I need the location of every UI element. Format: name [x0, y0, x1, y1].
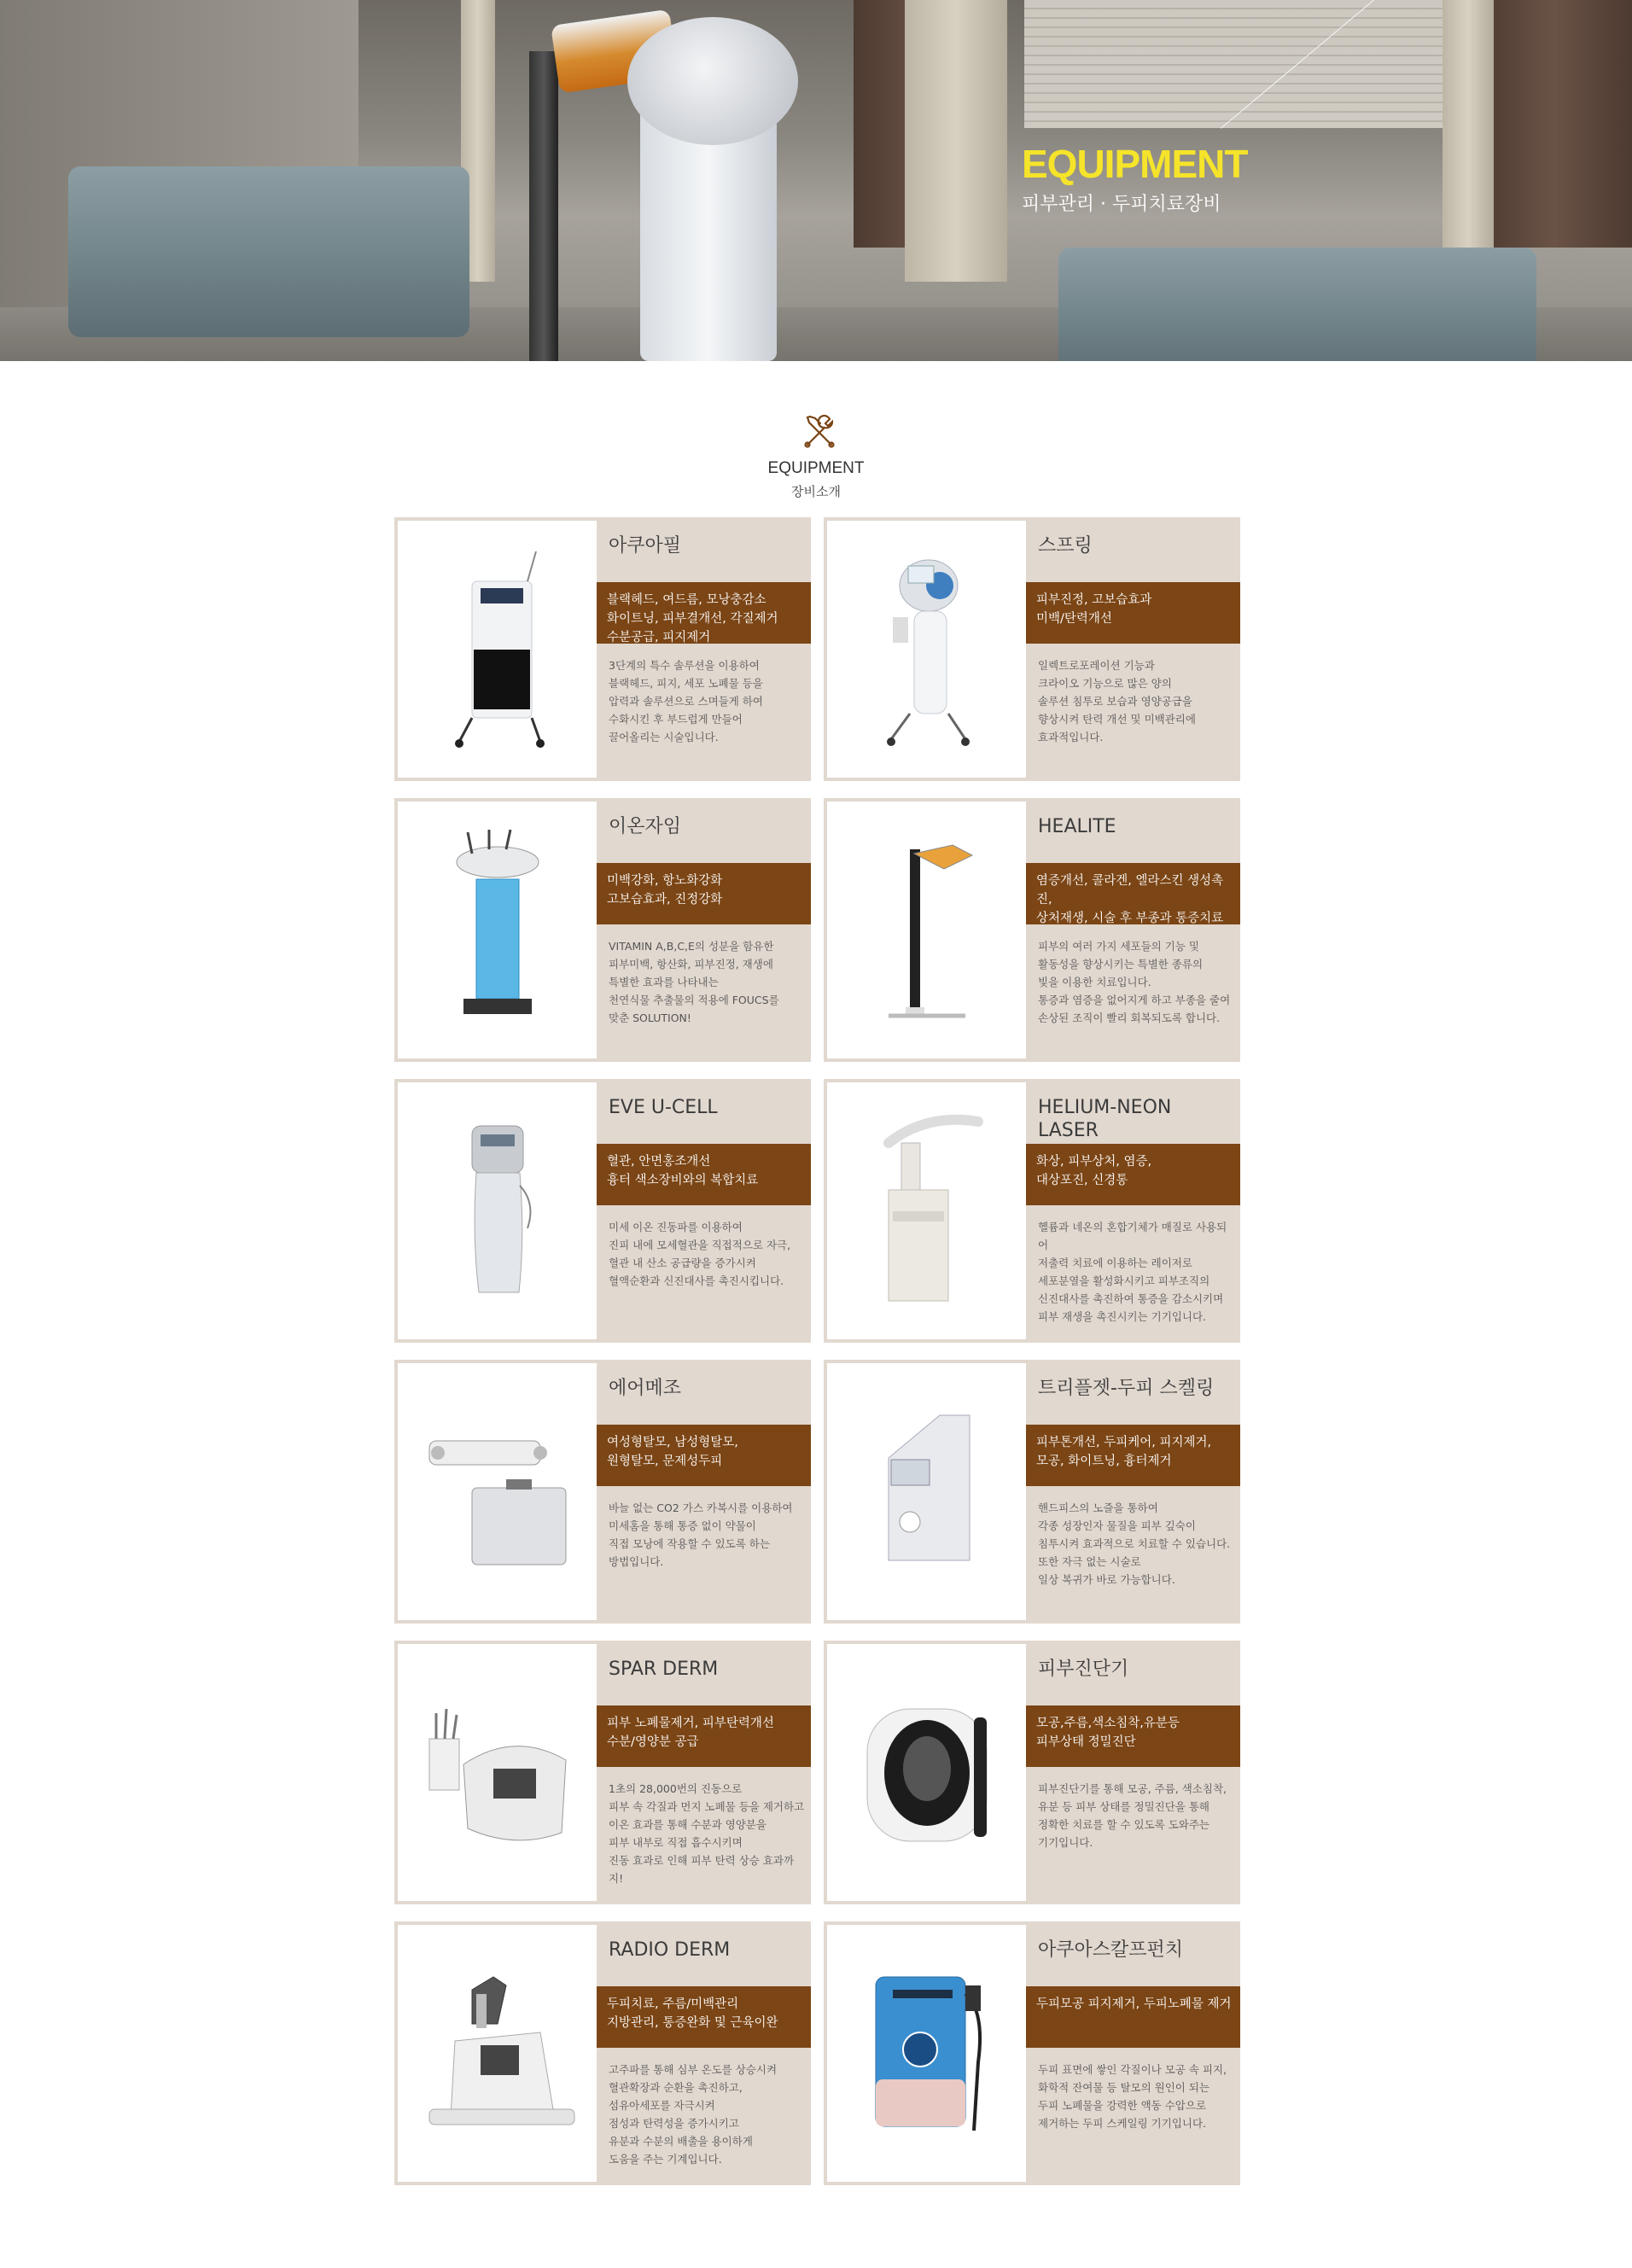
equipment-description: 핸드피스의 노즐을 통하여 각종 성장인자 물질을 피부 깊숙이 침투시켜 효과적으로 치료할 수 있습니다. 또한 자극 없는 시술로 일상 복귀가 바로 가능합니다.	[1038, 1501, 1231, 1586]
equipment-image	[827, 802, 1026, 1058]
equipment-image	[827, 1644, 1026, 1901]
equipment-name: 에어메조	[609, 1378, 682, 1399]
ionzyme-device-icon	[442, 828, 553, 1033]
equipment-card	[824, 1360, 1240, 1624]
equipment-card	[394, 1079, 811, 1343]
equipment-name: 이온자임	[609, 816, 682, 837]
skin-analyzer-device-icon	[854, 1692, 1000, 1854]
equipment-name: HEALITE	[1038, 816, 1116, 837]
aqua-scalp-punch-device-icon	[859, 1960, 995, 2148]
equipment-name: 피부진단기	[1038, 1659, 1129, 1680]
equipment-description: 바늘 없는 CO2 가스 카복시를 이용하여 미세홈을 통해 통증 없이 약물이 직접 모낭에 작용할 수 있도록 하는 방법입니다.	[609, 1501, 793, 1568]
equipment-name: 스프링	[1038, 535, 1093, 557]
hero-banner	[0, 0, 1632, 361]
equipment-card	[824, 517, 1240, 781]
equipment-image	[398, 1082, 597, 1339]
hero-wood-panel	[1477, 0, 1632, 248]
hero-window-blind	[1024, 0, 1451, 128]
hero-curtain	[1443, 0, 1494, 282]
spar-derm-device-icon	[412, 1688, 583, 1858]
equipment-card	[824, 1641, 1240, 1904]
equipment-name: 아쿠아스칼프펀치	[1038, 1939, 1184, 1961]
section-subtitle: 장비소개	[791, 484, 841, 499]
equipment-card	[394, 1921, 811, 2185]
equipment-image	[398, 1644, 597, 1901]
triplejet-device-icon	[859, 1398, 995, 1586]
equipment-description: 일렉트로포레이션 기능과 크라이오 기능으로 많은 양의 솔루션 침투로 보습과 영양공급을 향상시켜 탄력 개선 및 미백관리에 효과적입니다.	[1038, 659, 1196, 743]
equipment-features: 모공,주름,색소침착,유분등 피부상태 정밀진단	[1026, 1705, 1240, 1767]
hero-title: EQUIPMENT	[1022, 142, 1248, 186]
equipment-description: 피부의 여러 가지 세포들의 기능 및 활동성을 향상시키는 특별한 종류의 빛을 이용한 치료입니다. 통증과 염증을 없어지게 하고 부종을 줄여 손상된 조직이 빨리 회복되도록 합니다.	[1038, 940, 1231, 1024]
equipment-card	[394, 798, 811, 1062]
equipment-features: 혈관, 안면홍조개선 흉터 색소장비와의 복합치료	[597, 1144, 811, 1205]
equipment-card	[394, 1360, 811, 1624]
equipment-description: 3단계의 특수 솔루션을 이용하여 블랙헤드, 피지, 세포 노폐물 등을 압력과 솔루션으로 스며들게 하여 수화시킨 후 부드럽게 만들어 끌어올리는 시술입니다.	[609, 659, 763, 743]
equipment-description: 1초의 28,000번의 진동으로 피부 속 각질과 먼지 노폐물 등을 제거하고 이온 효과를 통해 수분과 영양분을 피부 내부로 직접 흡수시키며 진동 효과로 인해 피부 탄력 상승 효과까지!	[609, 1782, 805, 1885]
equipment-image	[398, 1363, 597, 1620]
equipment-features: 화상, 피부상처, 염증, 대상포진, 신경통	[1026, 1144, 1240, 1205]
equipment-image	[398, 1925, 597, 2182]
equipment-description: 헬륨과 네온의 혼합기체가 매질로 사용되어 저출력 치료에 이용하는 레이저로 세포분열을 활성화시키고 피부조직의 신진대사를 촉진하여 통증을 감소시키며 피부 재생을 촉진시키는 기기입니다.	[1038, 1221, 1227, 1323]
airmeso-device-icon	[412, 1407, 583, 1577]
equipment-image	[398, 802, 597, 1058]
equipment-card	[394, 1641, 811, 1904]
equipment-card	[394, 517, 811, 781]
equipment-features: 미백강화, 항노화강화 고보습효과, 진정강화	[597, 863, 811, 924]
tools-icon	[799, 412, 840, 453]
equipment-name: EVE U-CELL	[609, 1097, 718, 1118]
equipment-grid	[394, 517, 1240, 2188]
equipment-features: 피부진정, 고보습효과 미백/탄력개선	[1026, 582, 1240, 644]
hero-bed	[1058, 248, 1536, 361]
equipment-description: 피부진단기를 통해 모공, 주름, 색소침착, 유분 등 피부 상태를 정밀진단을 통해 정확한 치료를 할 수 있도록 도와주는 기기입니다.	[1038, 1782, 1227, 1849]
equipment-description: 고주파를 통해 심부 온도를 상승시켜 혈관확장과 순환을 촉진하고, 섬유아세포를 자극시켜 점성과 탄력성을 증가시키고 유분과 수분의 배출을 용이하게 도움을 주는 기계입니다.	[609, 2063, 778, 2166]
equipment-features: 피부톤개선, 두피케어, 피지제거, 모공, 화이트닝, 흉터제거	[1026, 1425, 1240, 1486]
equipment-image	[827, 1925, 1026, 2182]
equipment-card	[824, 798, 1240, 1062]
equipment-name: SPAR DERM	[609, 1659, 719, 1680]
equipment-features: 여성형탈모, 남성형탈모, 원형탈모, 문제성두피	[597, 1425, 811, 1486]
equipment-features: 염증개선, 콜라겐, 엘라스킨 생성촉진, 상처재생, 시술 후 부종과 통증치료	[1026, 863, 1240, 924]
aquapeel-device-icon	[446, 547, 549, 752]
equipment-features: 블랙헤드, 여드름, 모낭충감소 화이트닝, 피부결개선, 각질제거 수분공급, 피지제거	[597, 582, 811, 644]
radio-derm-device-icon	[412, 1960, 583, 2148]
equipment-image	[827, 1082, 1026, 1339]
equipment-image	[827, 1363, 1026, 1620]
equipment-card	[824, 1921, 1240, 2185]
equipment-features: 두피모공 피지제거, 두피노폐물 제거	[1026, 1986, 1240, 2048]
equipment-features: 피부 노폐물제거, 피부탄력개선 수분/영양분 공급	[597, 1705, 811, 1767]
healite-device-icon	[871, 828, 982, 1033]
hero-subtitle: 피부관리 · 두피치료장비	[1022, 194, 1221, 215]
equipment-image	[398, 521, 597, 778]
equipment-name: HELIUM-NEON LASER	[1038, 1097, 1172, 1141]
equipment-description: VITAMIN A,B,C,E의 성분을 함유한 피부미백, 항산화, 피부진정, 재생에 특별한 효과를 나타내는 천연식물 추출물의 적용에 FOUCS를 맞춘 SOLUTION!	[609, 940, 779, 1024]
helium-neon-laser-device-icon	[867, 1109, 987, 1314]
hero-curtain	[905, 0, 1007, 282]
equipment-card	[824, 1079, 1240, 1343]
hero-lamp-pole	[529, 51, 558, 361]
hero-bed	[68, 166, 469, 337]
equipment-image	[827, 521, 1026, 778]
equipment-description: 미세 이온 진동파를 이용하여 진피 내에 모세혈관을 직접적으로 자극, 혈관 내 산소 공급량을 증가시켜 혈액순환과 신진대사를 촉진시킵니다.	[609, 1221, 791, 1287]
equipment-description: 두피 표면에 쌓인 각질이나 모공 속 피지, 화학적 잔여물 등 탈모의 원인이 되는 두피 노폐물을 강력한 액동 수압으로 제거하는 두피 스케일링 기기입니다.	[1038, 2063, 1227, 2130]
spring-device-icon	[876, 547, 978, 752]
eve-ucell-device-icon	[446, 1109, 549, 1314]
equipment-name: 아쿠아필	[609, 535, 682, 557]
section-title: EQUIPMENT	[767, 459, 865, 477]
equipment-name: 트리플젯-두피 스켈링	[1038, 1378, 1215, 1399]
equipment-features: 두피치료, 주름/미백관리 지방관리, 통증완화 및 근육이완	[597, 1986, 811, 2048]
equipment-name: RADIO DERM	[609, 1939, 731, 1961]
hero-machine-head	[627, 17, 798, 145]
